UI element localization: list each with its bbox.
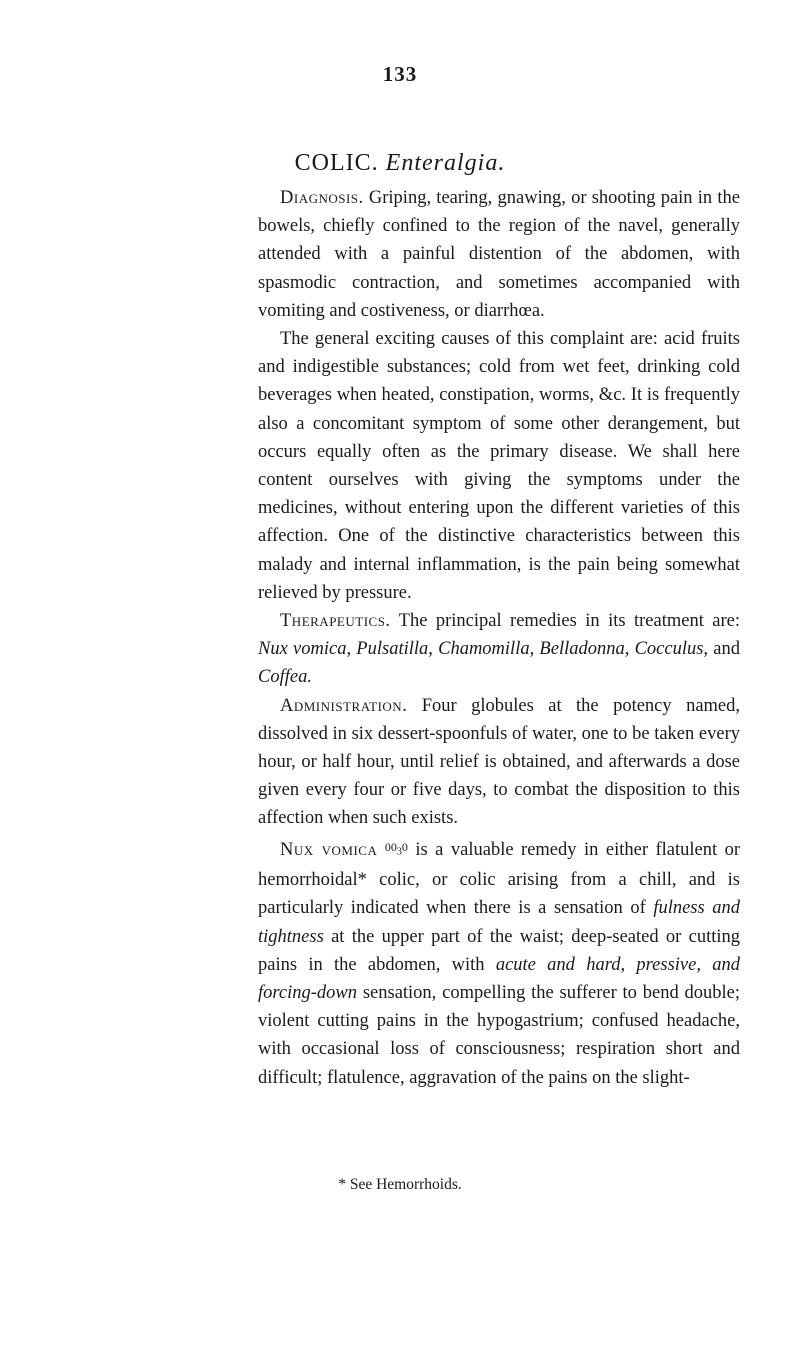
heading-title: COLIC.: [294, 150, 379, 176]
causes-text: The general exciting causes of this complaint are: acid fruits and indigestible substances; cold from wet feet, drinking cold beverages when heated, constipation, worms, &c. It is frequently also a concomitant symptom of some other derangement, but occurs equally often as the primary disease. We shall here content ourselves with giving the symptoms under the medicines, without entering upon the different varieties of this affection. One of the distinctive characteristics between this malady and internal inflammation, is the pain being somewhat relieved by pressure.: [258, 329, 740, 603]
diagnosis-paragraph: [258, 184, 740, 325]
therapeutics-and: and: [713, 639, 741, 660]
section-heading: [0, 150, 800, 177]
administration-paragraph: [258, 692, 740, 833]
nux-emphasis-2: acute and hard, pressive, and forcing-down: [258, 954, 740, 1004]
nux-text-2: colic, or colic arising from a chill, and is particularly indicated when there is a sensation of: [258, 870, 740, 919]
potency-mark-top: 0: [384, 839, 391, 854]
therapeutics-label: Therapeutics.: [280, 611, 391, 632]
diagnosis-label: Diagnosis.: [280, 188, 364, 208]
nux-text-1: is a valuable remedy in either flatulent or hemorrhoidal*: [258, 839, 741, 891]
nux-text-3: at the upper part of the waist; deep-seated or cutting pains in the abdomen, with: [258, 926, 740, 975]
potency-mark-sub: 3: [396, 846, 402, 858]
administration-text: Four globules at the potency named, dissolved in six dessert-spoonfuls of water, one to be taken every hour, or half hour, until relief is obtained, and afterwards a dose given every four or five days, to combat the disposition to this affection when such exists.: [258, 695, 741, 829]
nux-vomica-paragraph: [258, 833, 740, 1092]
page-number: 133: [382, 62, 418, 86]
footnote: * See Hemorrhoids.: [338, 1176, 462, 1193]
diagnosis-text: Griping, tearing, gnawing, or shooting pain in the bowels, chiefly confined to the region of the navel, generally attended with a painful distention of the abdomen, with spasmodic contraction, and sometimes accompanied with vomiting and costiveness, or diarrhœa.: [258, 188, 740, 321]
therapeutics-paragraph: [258, 607, 740, 692]
potency-mark: [384, 839, 408, 858]
therapeutics-remedies: Nux vomica, Pulsatilla, Chamomilla, Belladonna, Cocculus,: [258, 639, 709, 660]
nux-text-4: sensation, compelling the sufferer to bend double; violent cutting pains in the hypogastrium; confused headache, with occasional loss of consciousness; respiration short and difficult; flatulence, aggravation of the pains on the slight-: [258, 983, 740, 1088]
nux-vomica-label: Nux vomica: [280, 839, 378, 860]
therapeutics-text: The principal remedies in its treatment are:: [398, 611, 741, 632]
causes-paragraph: [258, 325, 740, 607]
therapeutics-last-remedy: Coffea.: [258, 667, 312, 688]
administration-label: Administration.: [280, 695, 408, 716]
potency-mark-mid: 0: [390, 839, 397, 854]
footnote-rule: [258, 1144, 740, 1145]
potency-mark-bottom: 0: [401, 839, 408, 854]
heading-subtitle: Enteralgia.: [385, 150, 506, 176]
body-text: [258, 184, 740, 1092]
nux-emphasis-1: fulness and tightness: [258, 898, 740, 947]
